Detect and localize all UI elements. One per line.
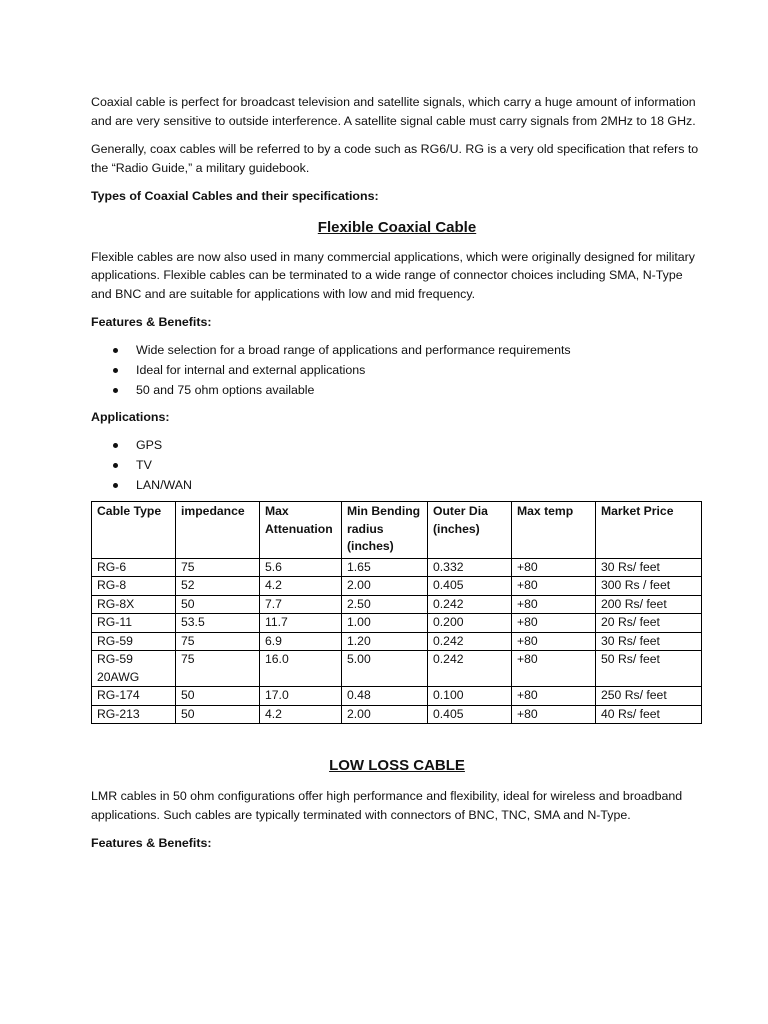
- column-header: Min Bending radius (inches): [342, 502, 428, 559]
- table-row: [92, 577, 702, 596]
- application-item: GPS: [91, 435, 703, 455]
- table-cell: RG-213: [92, 705, 176, 724]
- table-cell: +80: [512, 558, 596, 577]
- table-cell: 75: [176, 651, 260, 687]
- table-cell: 1.65: [342, 558, 428, 577]
- table-cell: 4.2: [260, 577, 342, 596]
- table-cell: 0.242: [428, 651, 512, 687]
- table-cell: 20 Rs/ feet: [596, 614, 702, 633]
- table-cell: 50: [176, 595, 260, 614]
- low-loss-description: LMR cables in 50 ohm configurations offer high performance and flexibility, ideal for wireless and broadband applications. Such cables are typically terminated with connectors of BNC, TNC, SMA and N-Type.: [91, 789, 683, 822]
- table-cell: 0.332: [428, 558, 512, 577]
- feature-item: Wide selection for a broad range of applications and performance requirements: [91, 340, 703, 360]
- table-cell: 5.6: [260, 558, 342, 577]
- table-cell: +80: [512, 577, 596, 596]
- application-item: LAN/WAN: [91, 475, 703, 495]
- table-cell: 200 Rs/ feet: [596, 595, 702, 614]
- column-header: Cable Type: [92, 502, 176, 559]
- table-cell: 50: [176, 705, 260, 724]
- table-cell: RG-59 20AWG: [92, 651, 176, 687]
- table-cell: 52: [176, 577, 260, 596]
- column-header: Max Attenuation: [260, 502, 342, 559]
- table-cell: 0.100: [428, 687, 512, 706]
- table-cell: 5.00: [342, 651, 428, 687]
- table-row: [92, 687, 702, 706]
- intro-paragraph-1: Coaxial cable is perfect for broadcast television and satellite signals, which carry a huge amount of information and are very sensitive to outside interference. A satellite signal cable must carry signals from 2MHz to 18 GHz.: [91, 95, 696, 128]
- table-cell: +80: [512, 651, 596, 687]
- table-cell: 0.242: [428, 632, 512, 651]
- applications-heading: Applications:: [91, 409, 170, 424]
- table-cell: 2.00: [342, 705, 428, 724]
- table-cell: 75: [176, 558, 260, 577]
- table-cell: 0.405: [428, 705, 512, 724]
- table-cell: 53.5: [176, 614, 260, 633]
- table-cell: +80: [512, 705, 596, 724]
- intro-paragraph-2: Generally, coax cables will be referred to by a code such as RG6/U. RG is a very old specification that refers to the “Radio Guide,” a military guidebook.: [91, 142, 699, 175]
- table-cell: +80: [512, 632, 596, 651]
- table-cell: RG-6: [92, 558, 176, 577]
- column-header: impedance: [176, 502, 260, 559]
- table-row: [92, 614, 702, 633]
- column-header: Max temp: [512, 502, 596, 559]
- applications-list: [91, 435, 703, 495]
- table-cell: 1.00: [342, 614, 428, 633]
- table-cell: 7.7: [260, 595, 342, 614]
- low-loss-heading: LOW LOSS CABLE: [329, 757, 465, 774]
- table-cell: 30 Rs/ feet: [596, 558, 702, 577]
- table-cell: RG-8: [92, 577, 176, 596]
- table-cell: 11.7: [260, 614, 342, 633]
- table-cell: 16.0: [260, 651, 342, 687]
- table-row: [92, 651, 702, 687]
- application-item: TV: [91, 455, 703, 475]
- table-cell: RG-8X: [92, 595, 176, 614]
- table-cell: 0.405: [428, 577, 512, 596]
- table-row: [92, 595, 702, 614]
- table-cell: 0.48: [342, 687, 428, 706]
- table-cell: 1.20: [342, 632, 428, 651]
- table-cell: +80: [512, 595, 596, 614]
- table-cell: 2.50: [342, 595, 428, 614]
- table-cell: 0.242: [428, 595, 512, 614]
- table-cell: +80: [512, 614, 596, 633]
- table-cell: 300 Rs / feet: [596, 577, 702, 596]
- cable-spec-table: [91, 501, 702, 724]
- table-cell: 50 Rs/ feet: [596, 651, 702, 687]
- table-cell: 50: [176, 687, 260, 706]
- table-cell: 75: [176, 632, 260, 651]
- document-body: [91, 93, 703, 853]
- table-cell: RG-11: [92, 614, 176, 633]
- table-cell: 250 Rs/ feet: [596, 687, 702, 706]
- flexible-description: Flexible cables are now also used in many commercial applications, which were originally designed for military applications. Flexible cables can be terminated to a wide range of connector choices including SMA, N-Type and BNC and are suitable for applications with low and mid frequency.: [91, 249, 695, 301]
- table-header-row: [92, 502, 702, 559]
- column-header: Market Price: [596, 502, 702, 559]
- table-cell: RG-174: [92, 687, 176, 706]
- table-cell: +80: [512, 687, 596, 706]
- table-cell: RG-59: [92, 632, 176, 651]
- table-cell: 30 Rs/ feet: [596, 632, 702, 651]
- features-list: [91, 340, 703, 400]
- table-cell: 17.0: [260, 687, 342, 706]
- table-cell: 4.2: [260, 705, 342, 724]
- table-cell: 40 Rs/ feet: [596, 705, 702, 724]
- feature-item: Ideal for internal and external applications: [91, 360, 703, 380]
- table-cell: 6.9: [260, 632, 342, 651]
- flexible-coaxial-heading: Flexible Coaxial Cable: [317, 218, 477, 236]
- low-loss-features-heading: Features & Benefits:: [91, 836, 212, 850]
- column-header: Outer Dia (inches): [428, 502, 512, 559]
- feature-item: 50 and 75 ohm options available: [91, 380, 703, 400]
- table-cell: 2.00: [342, 577, 428, 596]
- table-cell: 0.200: [428, 614, 512, 633]
- table-row: [92, 558, 702, 577]
- features-heading: Features & Benefits:: [91, 315, 212, 329]
- types-heading: Types of Coaxial Cables and their specifications:: [91, 189, 379, 203]
- table-row: [92, 705, 702, 724]
- table-row: [92, 632, 702, 651]
